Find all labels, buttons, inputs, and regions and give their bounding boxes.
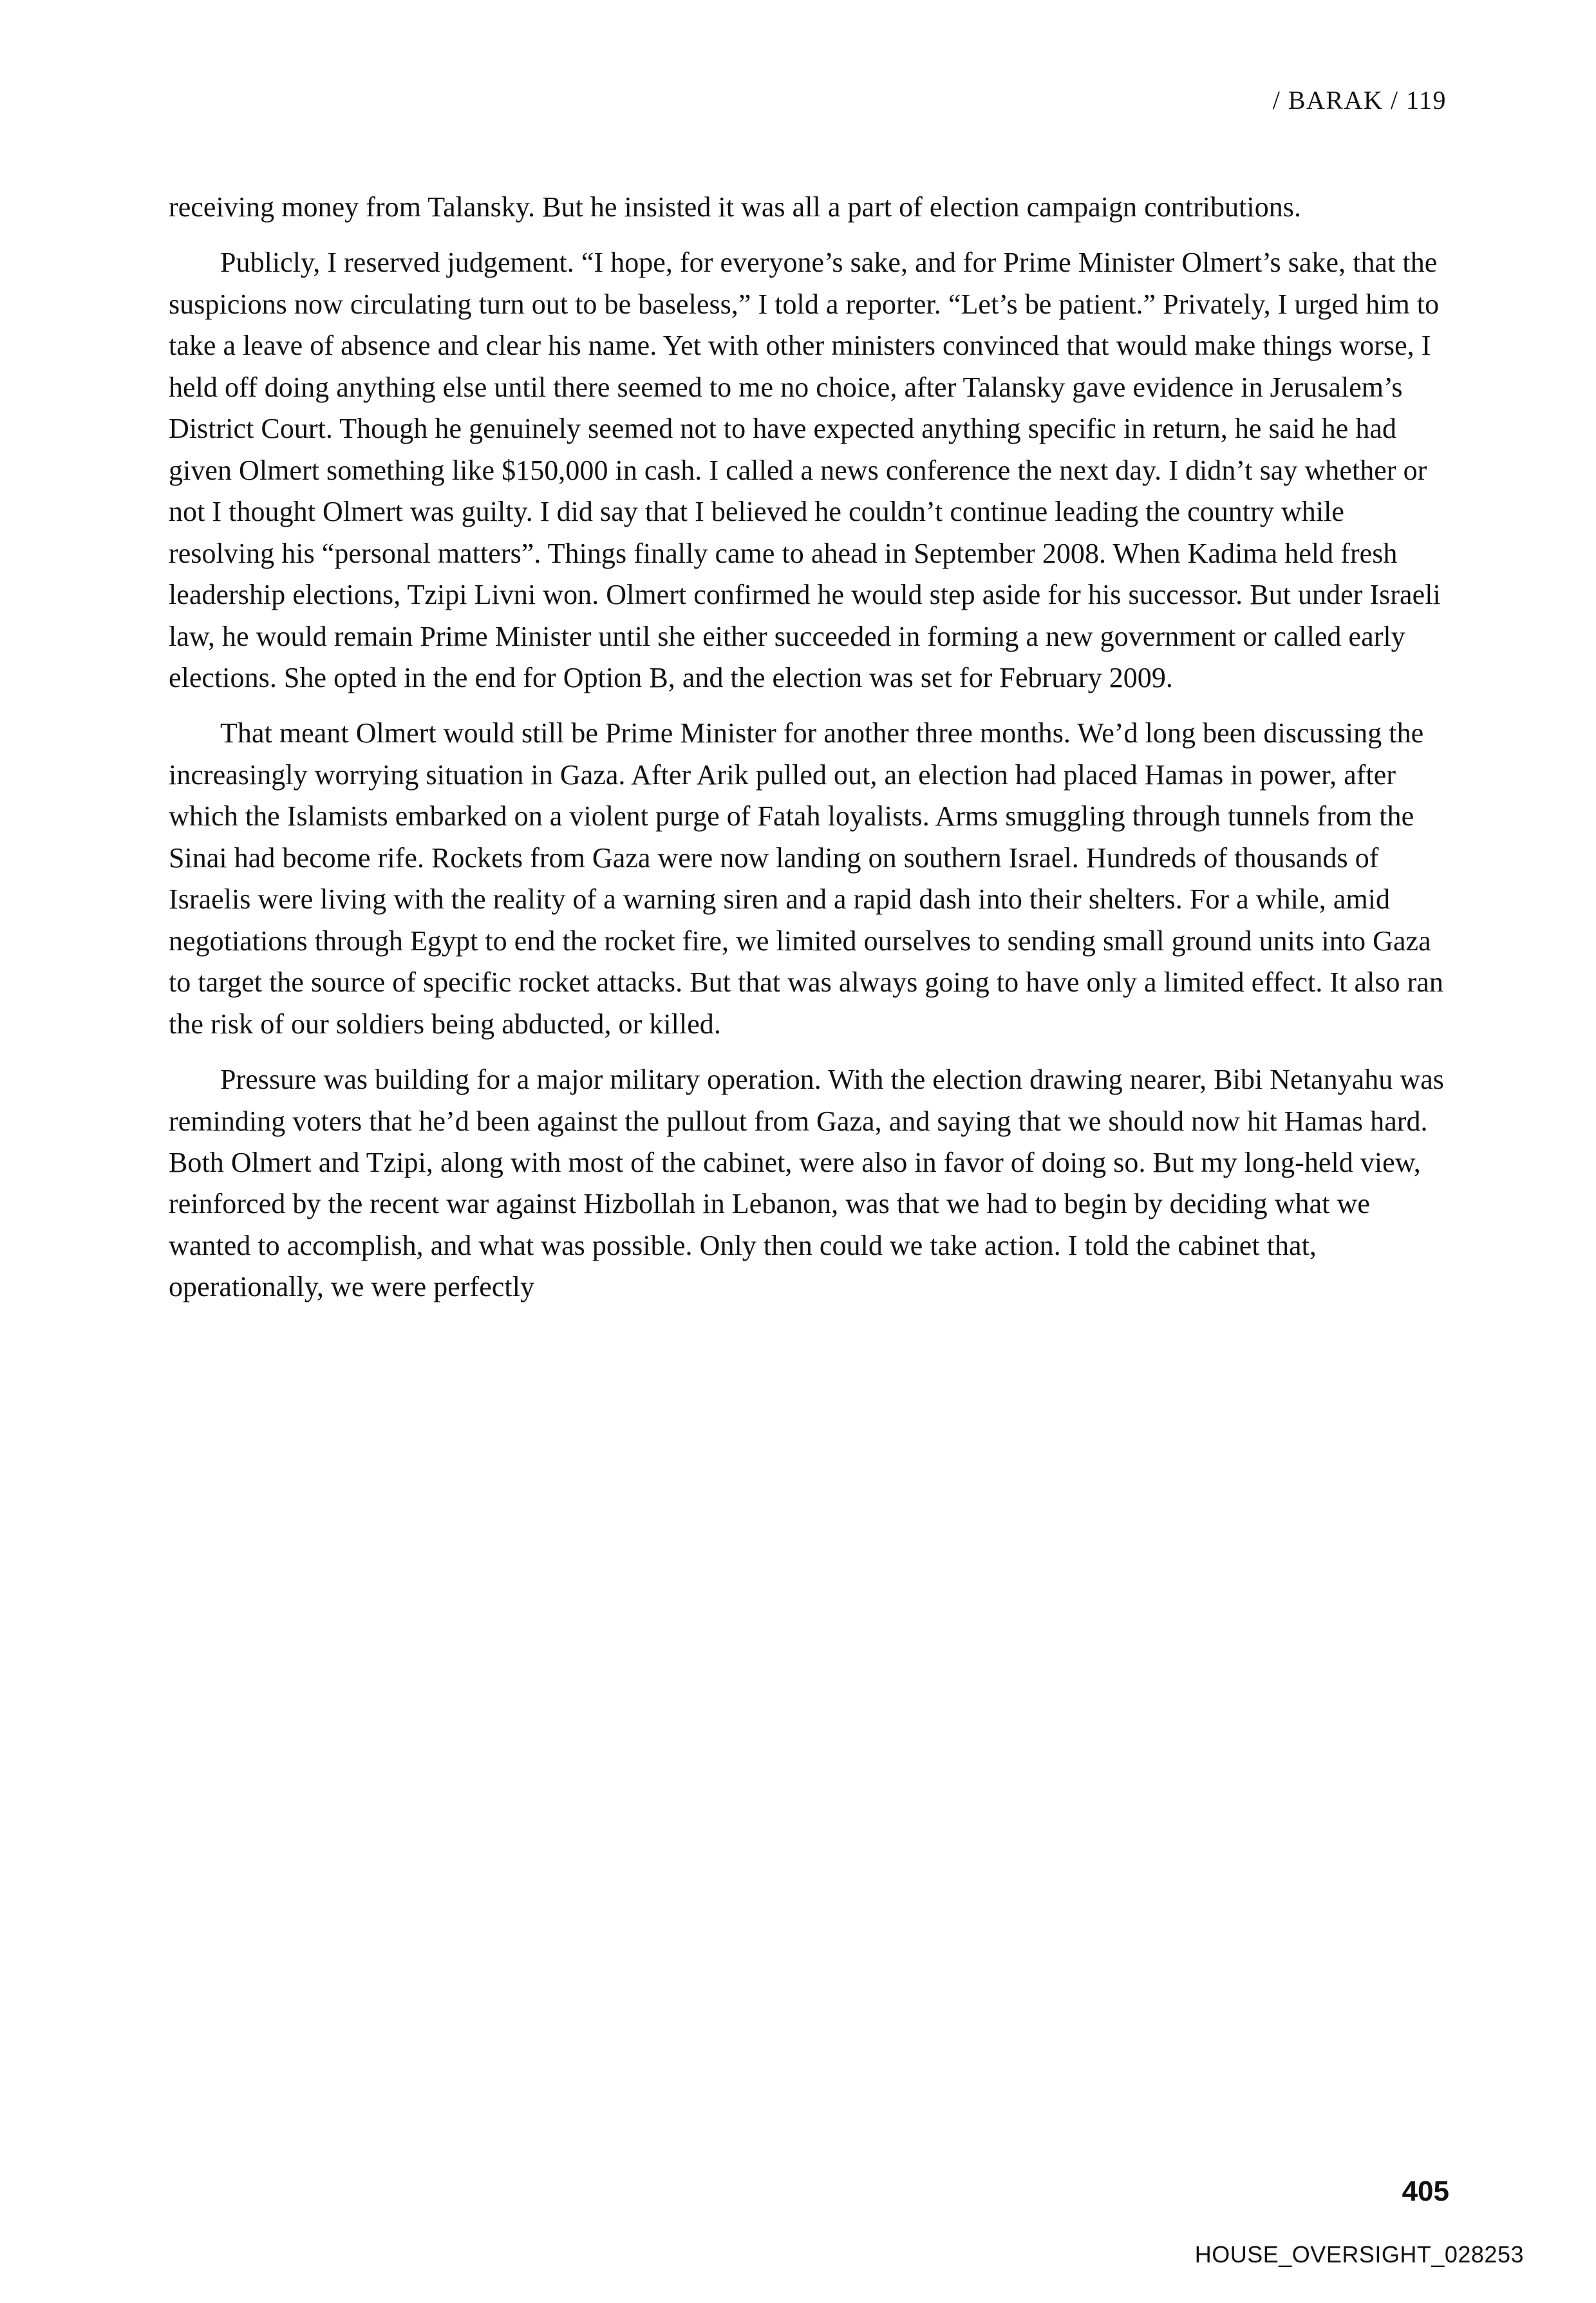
bates-stamp: HOUSE_OVERSIGHT_028253: [1194, 2241, 1524, 2268]
running-head: / BARAK / 119: [1272, 86, 1447, 115]
paragraph: That meant Olmert would still be Prime Minister for another three months. We’d long been discussing the increasingly worrying situation in Gaza. After Arik pulled out, an election had placed Hamas in power, after which the Islamists embarked on a violent purge of Fatah loyalists. Arms smuggling through tunnels from the Sinai had become rife. Rockets from Gaza were now landing on southern Israel. Hundreds of thousands of Israelis were living with the reality of a warning siren and a rapid dash into their shelters. For a while, amid negotiations through Egypt to end the rocket fire, we limited ourselves to sending small ground units into Gaza to target the source of specific rocket attacks. But that was always going to have only a limited effect. It also ran the risk of our soldiers being abducted, or killed.: [169, 717, 1443, 1040]
paragraph: receiving money from Talansky. But he insisted it was all a part of election campaign contributions.: [169, 191, 1302, 223]
body-text-column: [169, 187, 1447, 1308]
paragraph: Pressure was building for a major military operation. With the election drawing nearer, Bibi Netanyahu was reminding voters that he’d been against the pullout from Gaza, and saying that we should now hit Hamas hard. Both Olmert and Tzipi, along with most of the cabinet, were also in favor of doing so. But my long-held view, reinforced by the recent war against Hizbollah in Lebanon, was that we had to begin by deciding what we wanted to accomplish, and what was possible. Only then could we take action. I told the cabinet that, operationally, we were perfectly: [169, 1064, 1444, 1303]
page-number: 405: [1402, 2176, 1449, 2207]
paragraph: Publicly, I reserved judgement. “I hope, for everyone’s sake, and for Prime Minister Olmert’s sake, that the suspicions now circulating turn out to be baseless,” I told a reporter. “Let’s be patient.” Privately, I urged him to take a leave of absence and clear his name. Yet with other ministers convinced that would make things worse, I held off doing anything else until there seemed to me no choice, after Talansky gave evidence in Jerusalem’s District Court. Though he genuinely seemed not to have expected anything specific in return, he said he had given Olmert something like $150,000 in cash. I called a news conference the next day. I didn’t say whether or not I thought Olmert was guilty. I did say that I believed he couldn’t continue leading the country while resolving his “personal matters”. Things finally came to ahead in September 2008. When Kadima held fresh leadership elections, Tzipi Livni won. Olmert confirmed he would step aside for his successor. But under Israeli law, he would remain Prime Minister until she either succeeded in forming a new government or called early elections. She opted in the end for Option B, and the election was set for February 2009.: [169, 247, 1441, 693]
